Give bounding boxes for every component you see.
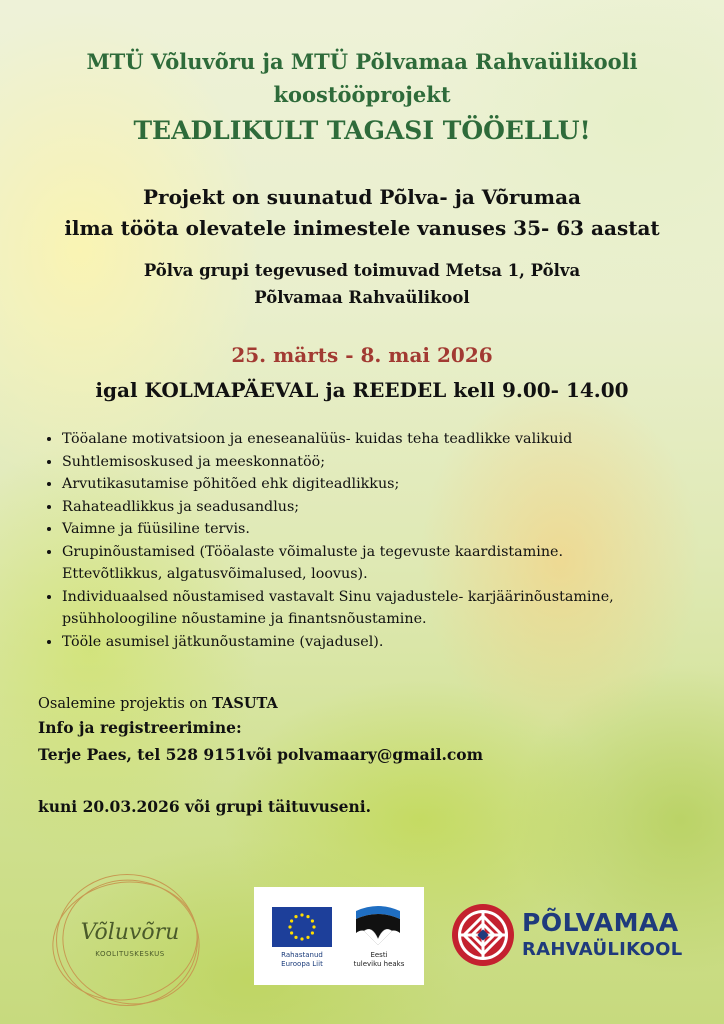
polvamaa-wordmark: PÕLVAMAA [522, 908, 679, 937]
list-item: • Grupinõustamised (Tööalaste võimaluste ja tegevuste kaardistamine. Ettevõtlikkus, algatusvõimalused, loovus). [62, 541, 712, 586]
estonia-flag-icon [350, 903, 406, 947]
contact-heading: Info ja registreerimine: [38, 718, 242, 737]
list-item: • Tööle asumisel jätkunõustamine (vajadusel). [62, 631, 712, 654]
list-item: • Suhtlemisoskused ja meeskonnatöö; [62, 451, 712, 474]
registration-deadline: kuni 20.03.2026 või grupi täituvuseni. [38, 797, 371, 816]
voluvoru-subtitle: KOOLITUSKESKUS [95, 950, 165, 958]
org-line-2: koostööprojekt [273, 82, 451, 107]
voluvoru-wordmark: Võluvõru [80, 920, 180, 945]
page-title: TEADLIKULT TAGASI TÖÖELLU! [133, 116, 591, 145]
contact-details: Terje Paes, tel 528 9151või polvamaary@gmail.com [38, 745, 484, 764]
polvamaa-emblem-icon [450, 902, 516, 968]
eu-flag-icon [272, 907, 332, 947]
date-range: 25. märts - 8. mai 2026 [231, 343, 493, 367]
list-item: • Individuaalsed nõustamised vastavalt Sinu vajadustele- karjäärinõustamine, psühholoogiline nõustamine ja finantsnõustamine. [62, 586, 712, 631]
list-item: • Vaimne ja füüsiline tervis. [62, 518, 712, 541]
schedule-days: igal KOLMAPÄEVAL ja REEDEL kell 9.00- 14.00 [95, 378, 629, 402]
participation-note: Osalemine projektis on TASUTA [38, 695, 278, 712]
list-item: • Rahateadlikkus ja seadusandlus; [62, 496, 712, 519]
estonia-caption: Eesti tuleviku heaks [353, 951, 405, 968]
voluvoru-logo [48, 870, 208, 1010]
free-emphasis: TASUTA [212, 695, 278, 712]
list-item: • Arvutikasutamise põhitõed ehk digiteadlikkus; [62, 473, 712, 496]
location-line-2: Põlvamaa Rahvaülikool [254, 288, 470, 307]
funding-logos [254, 887, 424, 985]
polvamaa-logo [450, 902, 700, 972]
intro-line-2: ilma tööta olevatele inimestele vanuses 35- 63 aastat [64, 216, 660, 240]
org-line-1: MTÜ Võluvõru ja MTÜ Põlvamaa Rahvaülikooli [86, 49, 638, 74]
list-item: • Tööalane motivatsioon ja eneseanalüüs- kuidas teha teadlikke valikuid [62, 428, 712, 451]
rahvaulikool-wordmark: RAHVAÜLIKOOL [522, 939, 683, 960]
intro-line-1: Projekt on suunatud Põlva- ja Võrumaa [143, 185, 581, 209]
topic-list [45, 428, 712, 653]
eu-caption: Rahastanud Euroopa Liit [281, 951, 323, 968]
location-line-1: Põlva grupi tegevused toimuvad Metsa 1, Põlva [143, 261, 581, 280]
